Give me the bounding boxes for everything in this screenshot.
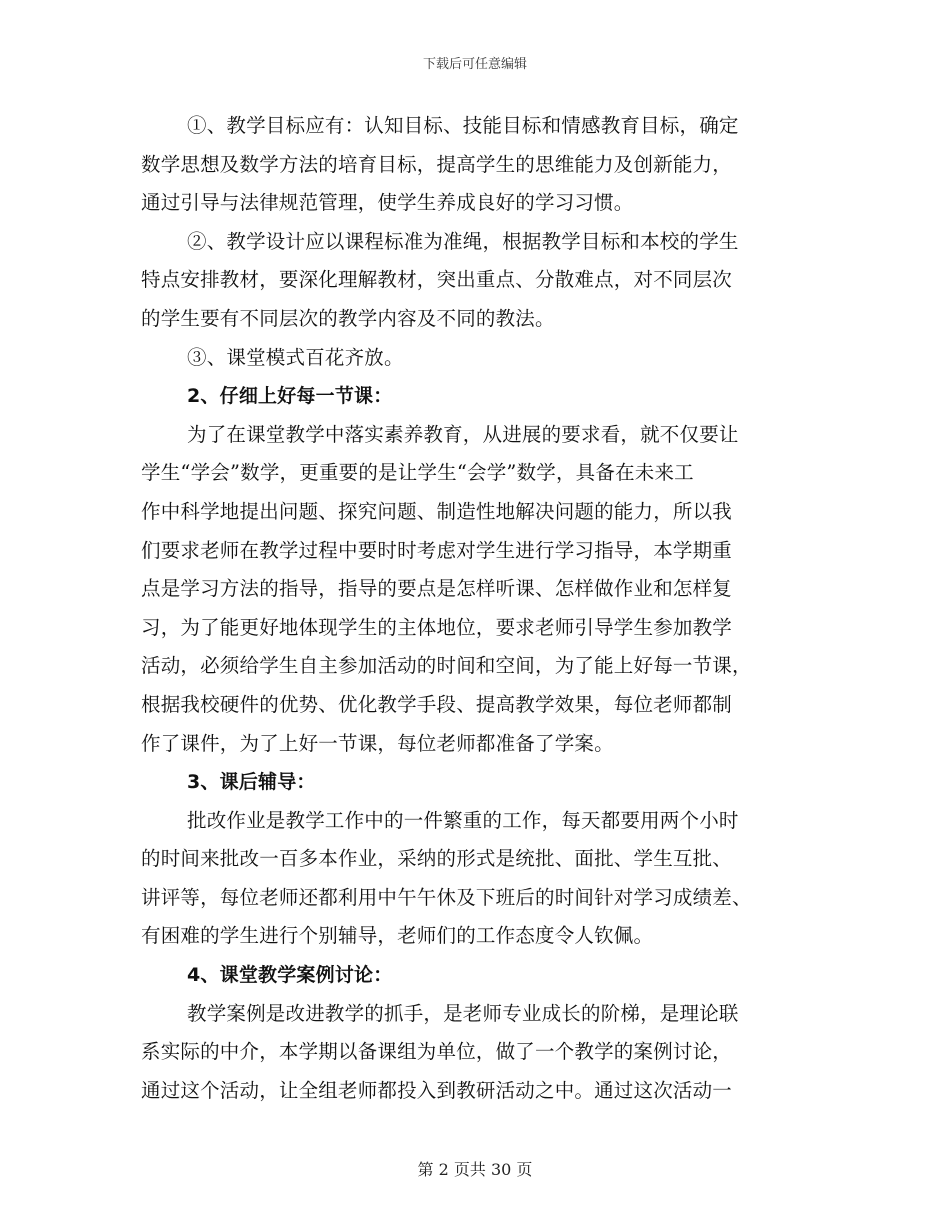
paragraph-line: 为了在课堂教学中落实素养教育，从进展的要求看，就不仅要让 (187, 422, 739, 446)
paragraph-line: 习，为了能更好地体现学生的主体地位，要求老师引导学生参加教学 (141, 615, 733, 639)
paragraph-line: 作了课件，为了上好一节课，每位老师都准备了学案。 (141, 731, 614, 755)
paragraph-line: 点是学习方法的指导，指导的要点是怎样听课、怎样做作业和怎样复 (141, 577, 733, 601)
paragraph-line: 数学思想及数学方法的培育目标，提高学生的思维能力及创新能力， (141, 152, 733, 176)
paragraph-line: 通过这个活动，让全组老师都投入到教研活动之中。通过这次活动一 (141, 1078, 733, 1102)
paragraph-line: 通过引导与法律规范管理，使学生养成良好的学习习惯。 (141, 191, 634, 215)
paragraph-line: 批改作业是教学工作中的一件繁重的工作，每天都要用两个小时 (187, 808, 739, 832)
paragraph-line: ③、课堂模式百花齐放。 (187, 345, 404, 369)
paragraph-line: 活动，必须给学生自主参加活动的时间和空间，为了能上好每一节课， (141, 654, 752, 678)
paragraph-line: 系实际的中介，本学期以备课组为单位，做了一个教学的案例讨论， (141, 1040, 733, 1064)
paragraph-line: 的时间来批改一百多本作业，采纳的形式是统批、面批、学生互批、 (141, 847, 733, 871)
paragraph-line: 作中科学地提出问题、探究问题、制造性地解决问题的能力，所以我 (141, 499, 733, 523)
paragraph-line: 根据我校硬件的优势、优化教学手段、提高教学效果，每位老师都制 (141, 692, 733, 716)
paragraph-line: 学生“学会”数学，更重要的是让学生“会学”数学，具备在未来工 (141, 461, 694, 485)
paragraph-line: 教学案例是改进教学的抓手，是老师专业成长的阶梯，是理论联 (187, 1001, 739, 1025)
section-heading: 4、课堂教学案例讨论： (187, 964, 393, 987)
section-heading: 3、课后辅导： (187, 771, 316, 794)
page-footer: 第 2 页共 30 页 (417, 1160, 533, 1179)
document-body (141, 107, 801, 1110)
page-header: 下载后可任意编辑 (422, 57, 527, 72)
paragraph-line: 特点安排教材，要深化理解教材，突出重点、分散难点，对不同层次 (141, 268, 733, 292)
paragraph-line: 的学生要有不同层次的教学内容及不同的教法。 (141, 306, 555, 330)
section-heading: 2、仔细上好每一节课： (187, 385, 393, 408)
paragraph-line: ①、教学目标应有：认知目标、技能目标和情感教育目标，确定 (187, 114, 739, 137)
paragraph-line: 讲评等，每位老师还都利用中午午休及下班后的时间针对学习成绩差、 (141, 885, 752, 909)
paragraph-line: ②、教学设计应以课程标准为准绳，根据教学目标和本校的学生 (187, 229, 739, 253)
paragraph-line: 们要求老师在教学过程中要时时考虑对学生进行学习指导，本学期重 (141, 538, 733, 562)
paragraph-line: 有困难的学生进行个别辅导，老师们的工作态度令人钦佩。 (141, 924, 654, 948)
